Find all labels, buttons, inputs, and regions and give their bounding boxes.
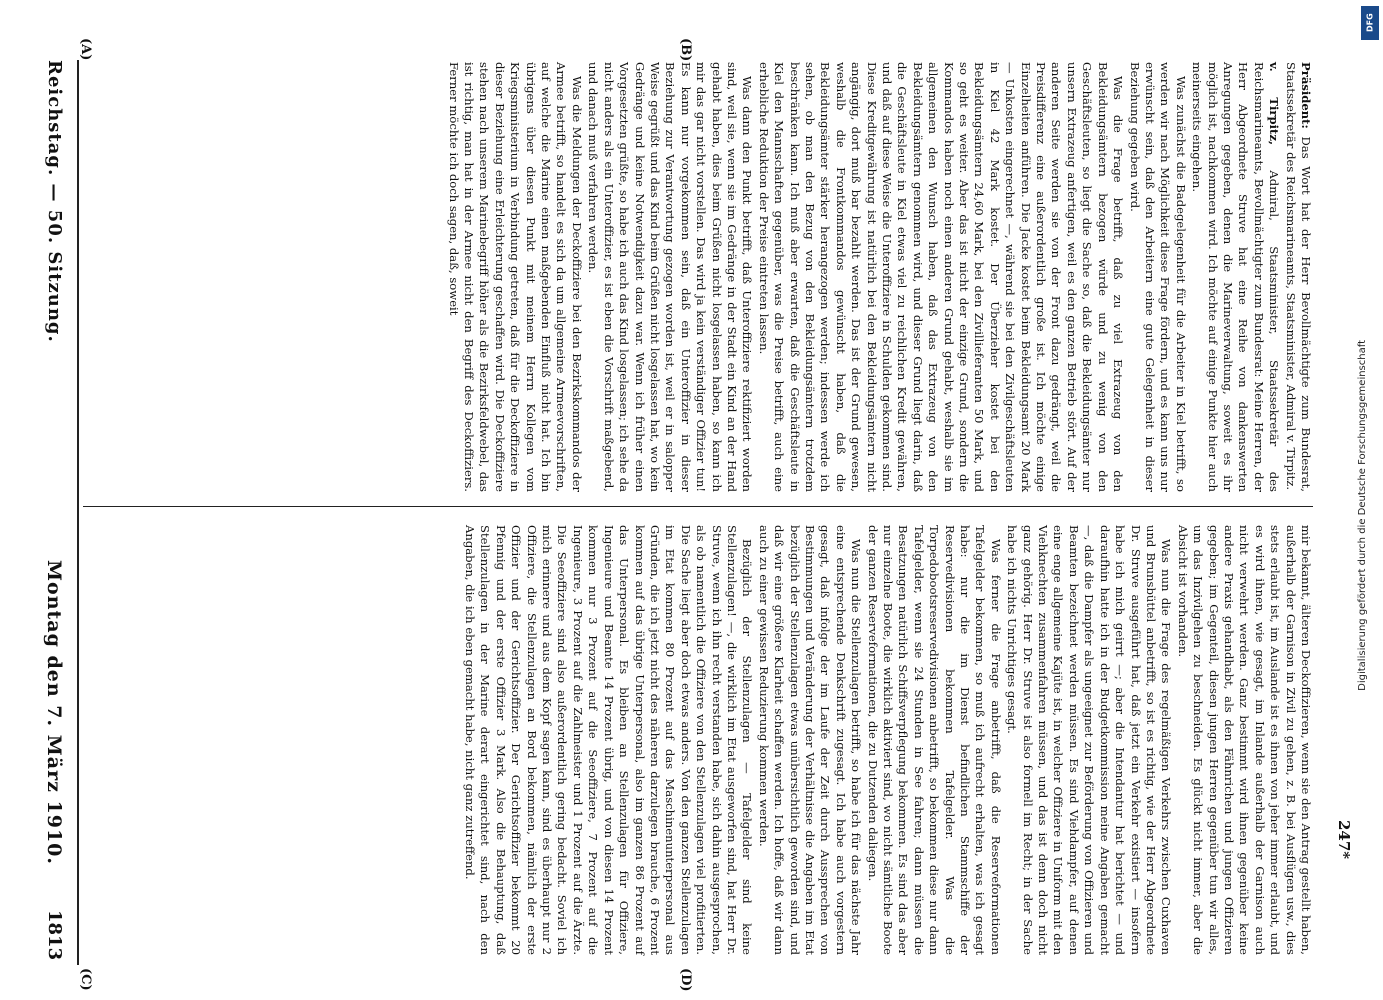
footer-page-mark: 247* [1335, 820, 1353, 860]
paragraph: mir bekannt, älteren Deckoffizieren, wenn sie den Antrag gestellt haben, außerhalb der Garnison in Zivil zu gehen, z. B. bei Ausflügen usw., dies stets erlaubt ist, im Auslande ist es ihnen von jeher immer erlaubt, und es wird ihnen, wie gesagt, im Inlande außerhalb der Garnison auch nicht verwehrt werden. Ganz bestimmt wird ihnen gegenüber keine andere Praxis gehandhabt, als den Fähnrichen und jungen Offizieren gegeben; im Gegenteil, diesen jungen Herren gegenüber tun wir alles, um das Inzivilgehen zu beschneiden. Es glückt nicht immer, aber die Absicht ist vorhanden. [1175, 525, 1313, 955]
dfg-logo: DFG [1361, 6, 1379, 40]
header-session: Reichstag. — 50. Sitzung. [44, 60, 65, 343]
paragraph: Was nun die Frage des regelmäßigen Verkehrs zwischen Cuxhaven und Brunsbüttel anbetrifft, so ist es richtig, wie der Herr Abgeordnete Dr. Struve ausgeführt hat, daß jetzt ein Verkehr existiert — insofern habe ich mich geirrt —; aber die Intendantur hat berichtet — und daraufhin hatte ich in der Budgetkommission meine Angaben gemacht —, daß die Dampfer als ungeeignet zur Beförderung von Offizieren und Beamten bezeichnet werden müssen. Es sind Viehdampfer, auf denen eine enge allgemeine Kajüte ist, in welcher Offiziere in Uniform mit den Viehknechten zusammenfahren müssen, und das ist denn doch nicht ganz gehörig. Herr Dr. Struve ist also formell im Recht; in der Sache habe ich nichts Unrichtiges gesagt. [1005, 525, 1174, 955]
paragraph: Was ferner die Frage anbetrifft, daß die Reserveformationen Tafelgelder bekommen, so muß ich aufrecht erhalten, was ich gesagt habe: nur die im Dienst befindlichen Stammschiffe der Reservedivisionen bekommen Tafelgelder. Was die Torpedobootsreservedivisionen anbetrifft, so bekommen diese nur dann Tafelgelder, wenn sie 24 Stunden in See fahren; dann müssen die Besatzungen natürlich Schiffsverpflegung bekommen. Es sind das aber nur einzelne Boote, die wirklich aktiviert sind, wo nicht sämtliche Boote der ganzen Reserveformationen, die zu Dutzenden daliegen. [865, 525, 1003, 955]
margin-marker-b: (B) [678, 38, 693, 62]
paragraph: Was die Meldungen der Deckoffiziere bei den Bezirkskommandos der Armee betrifft, so handelt es sich da um allgemeine Armeevorschriften, auf welche die Marine einen maßgebenden Einfluß nicht hat. Ich bin übrigens über diesen Punkt mit meinem Herrn Kollegen vom Kriegsministerium in Verbindung getreten, daß für die Deckoffiziere in dieser Beziehung eine Erleichterung geschaffen wird. Die Deckoffiziere stehen nach unserem Marinebegriff höher als die Bezirksfeldwebel, das ist richtig, man hat in der Armee nicht den Begriff des Deckoffiziers. Ferner möchte ich doch sagen, daß, soweit [446, 62, 584, 492]
margin-marker-c: (C) [78, 968, 93, 991]
speech-text: Das Wort hat der Herr Bevollmächtigte zum Bundesrat, Staatssekretär des Reichsmarineamts, Staatsminister, Admiral v. Tirpitz. [1283, 62, 1313, 492]
page-header [41, 60, 65, 965]
paragraph: Was dann den Punkt betrifft, daß Unteroffiziere rektifiziert worden sind, weil sie, wenn sie im Gedränge in der Stadt ein Kind an der Hand gehabt haben, dies beim Grüßen nicht losgelassen haben, so kann ich mir das gar nicht vorstellen. Das wird ja kein verständiger Offizier tun! Es kann nur vorgekommen sein, daß ein Unteroffizier in dieser Beziehung zur Verantwortung gezogen worden ist, weil er in salopper Weise gegrüßt und das Kind beim Grüßen nicht losgelassen hat, wo kein Gedränge und keine Notwendigkeit dazu war. Wenn ich früher einen Vorgesetzten grüßte, so habe ich auch das Kind losgelassen; ich sehe da nicht anders als ein Unteroffizier, es ist eben die Vorschrift maßgebend, und danach muß verfahren werden. [586, 62, 755, 492]
paragraph: Bezüglich der Stellenzulagen — Tafelgelder sind keine Stellenzulagen! —, die wirklich im Etat ausgeworfen sind, hat Herr Dr. Struve, wenn ich ihn recht verstanden habe, sich dahin ausgesprochen, als ob namentlich die Offiziere von den Stellenzulagen viel profitierten. Die Sache liegt aber doch etwas anders. Von den ganzen Stellenzulagen im Etat kommen 80 Prozent auf das Maschinenunterpersonal aus Gründen, die ich jetzt nicht des näheren darzulegen brauche, 6 Prozent kommen auf das übrige Unterpersonal, also im ganzen 86 Prozent auf das Unterpersonal. Es bleiben an Stellenzulagen für Offiziere, Ingenieure und Beamte 14 Prozent übrig, und von diesen 14 Prozent kommen nur 3 Prozent auf die Seeoffiziere, 7 Prozent auf die Ingenieure, 3 Prozent auf die Zahlmeister und 1 Prozent auf die Ärzte. Die Seeoffiziere sind also außerordentlich gering bedacht. Soviel ich mich erinnere und aus dem Kopf sagen kann, sind es überhaupt nur 2 Offiziere, die Stellenzulagen an Bord bekommen, nämlich der erste Offizier und der Gerichtsoffizier. Der Gerichtsoffizier bekommt 20 Pfennig und der erste Offizier 3 Mark. Also die Behauptung, daß Stellenzulagen in der Marine derart eingerichtet sind, nach den Angaben, die ich eben gemacht habe, nicht ganz zutreffend. [463, 525, 755, 955]
column-divider [83, 506, 1313, 507]
paragraph: Was die Frage betrifft, daß zu viel Extrazeug von den Bekleidungsämtern bezogen würde und zu wenig von den Geschäftsleuten, so liegt die Sache so, daß die Bekleidungsämter nur unsern Extrazeug anfertigen, weil es den ganzen Betrieb stört. Auf der anderen Seite werden sie von der Front dazu gedrängt, weil die Preisdifferenz eine außerordentlich große ist. Ich möchte einige Einzelheiten anführen. Die Jacke kostet beim Bekleidungsamt 20 Mark — Unkosten eingerechnet —, während sie bei den Zivilgeschäftsleuten in Kiel 42 Mark kostet. Der Überzieher kostet bei den Bekleidungsämtern 24,60 Mark, bei den Zivillieferanten 50 Mark, und so geht es weiter. Aber das ist nicht der einzige Grund, sondern die Kommandos haben noch einen anderen Grund gehabt, weshalb sie im allgemeinen den Wunsch haben, daß das Extrazeug von den Bekleidungsämtern genommen wird, und dieser Grund liegt darin, daß die Geschäftsleute in Kiel etwas viel zu reichlichen Kredit gewähren, und daß auf diese Weise die Unteroffiziere in Schulden gekommen sind. Diese Kreditgewährung ist natürlich bei den Bekleidungsämtern nicht angängig, dort muß bar bezahlt werden. Das ist der Grund gewesen, weshalb die Frontkommandos gewünscht haben, daß die Bekleidungsämter stärker herangezogen werden; indessen werde ich sehen, ob man den Bezug von den Bekleidungsämtern trotzdem beschränken kann. Ich muß aber erwarten, daß die Geschäftsleute in Kiel den Mannschaften gegenüber, was die Preise betrifft, auch eine erhebliche Reduktion der Preise eintreten lassen. [756, 62, 1126, 492]
speech-text: Admiral, Staatsminister, Staatssekretär des Reichsmarineamts, Bevollmächtigter zum Bundesrat: Meine Herren, der Herr Abgeordnete Struve hat eine Reihe von dankenswerten Anregungen gegeben, denen die Marineverwaltung, soweit es ihr möglich ist, nachkommen wird. Ich möchte auf einige Punkte hier auch meinerseits eingehen. [1190, 62, 1282, 492]
paragraph [1189, 62, 1281, 492]
margin-marker-d: (D) [678, 968, 693, 992]
header-date: Montag den 7. März 1910. [43, 560, 65, 866]
paragraph [1282, 62, 1313, 492]
speaker-name: v. Tirpitz, [1267, 62, 1282, 146]
paragraph: Was zunächst die Badegelegenheit für die Arbeiter in Kiel betrifft, so werden wir nach Möglichkeit diese Frage fördern, und es kann uns nur erwünscht sein, daß den Arbeitern eine gute Gelegenheit in dieser Beziehung gegeben wird. [1127, 62, 1188, 492]
left-text-column [83, 62, 1313, 492]
margin-marker-a: (A) [78, 38, 93, 61]
right-text-column [83, 525, 1313, 955]
paragraph: Was nun die Stellenzulagen betrifft, so habe ich für das nächste Jahr eine entsprechende Denkschrift zugesagt. Ich habe auch vorgestern gesagt, daß infolge der im Laufe der Zeit durch Aussprechen von Bestimmungen und Veränderung der Verhältnisse die Angaben im Etat bezüglich der Stellenzulagen etwas unübersichtlich geworden sind, und daß wir eine größere Klarheit schaffen werden. Ich hoffe, daß wir dann auch zu einer gewissen Reduzierung kommen werden. [756, 525, 864, 955]
speaker-name: Präsident: [1299, 62, 1313, 129]
credit-text: Digitalisierung gefördert durch die Deutsche Forschungsgemeinschaft [1357, 339, 1368, 691]
header-page-number: 1813 [44, 910, 65, 961]
digitization-credit-bar [1357, 0, 1383, 1000]
header-rule [77, 60, 79, 965]
